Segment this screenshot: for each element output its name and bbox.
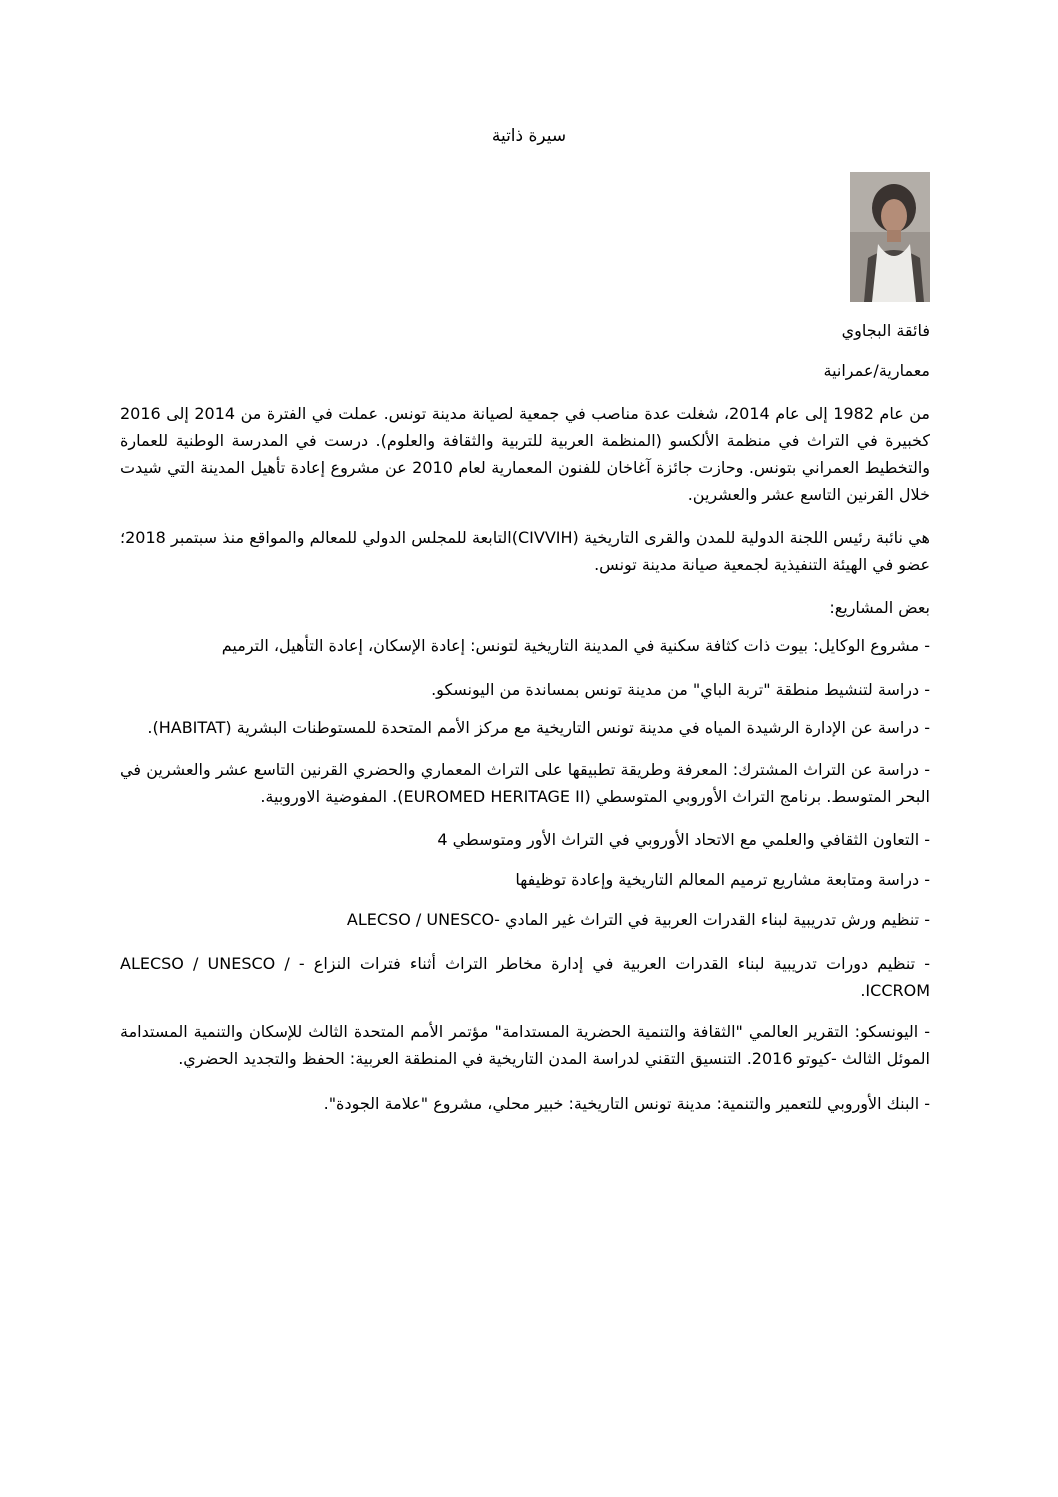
person-role: معمارية/عمرانية xyxy=(823,361,930,380)
bio-paragraph: من عام 1982 إلى عام 2014، شغلت عدة مناصب في جمعية لصيانة مدينة تونس. عملت في الفترة من 2014 إلى 2016 كخبيرة في التراث في منظمة الألكسو (المنظمة العربية للتربية والثقافة والعلوم). درست في المدرسة الوطنية للعمارة والتخطيط العمراني بتونس. وحازت جائزة آغاخان للفنون المعمارية لعام 2010 عن مشروع إعادة تأهيل المدينة التي شيدت خلال القرنين التاسع عشر والعشرين. xyxy=(120,404,930,504)
project-item: - اليونسكو: التقرير العالمي "الثقافة والتنمية الحضرية المستدامة" مؤتمر الأمم المتحدة الثالث للإسكان والتنمية المستدامة الموئل الثالث -كيوتو 2016. التنسيق التقني لدراسة المدن التاريخية في المنطقة العربية: الحفظ والتجديد الحضري. xyxy=(120,1022,930,1068)
document-title: سيرة ذاتية xyxy=(491,126,567,146)
projects-heading: بعض المشاريع: xyxy=(829,598,930,617)
position-paragraph: هي نائبة رئيس اللجنة الدولية للمدن والقرى التاريخية (CIVVIH)التابعة للمجلس الدولي للمعالم والمواقع منذ سبتمبر 2018؛ عضو في الهيئة التنفيذية لجمعية صيانة مدينة تونس. xyxy=(120,528,930,574)
project-item: - مشروع الوكايل: بيوت ذات كثافة سكنية في المدينة التاريخية لتونس: إعادة الإسكان، إعادة التأهيل، الترميم xyxy=(221,636,930,655)
profile-photo xyxy=(850,172,930,302)
project-item: - دراسة لتنشيط منطقة "تربة الباي" من مدينة تونس بمساندة من اليونسكو. xyxy=(431,680,930,699)
project-item: - البنك الأوروبي للتعمير والتنمية: مدينة تونس التاريخية: خبير محلي، مشروع "علامة الجودة". xyxy=(323,1094,930,1113)
project-item: - تنظيم دورات تدريبية لبناء القدرات العربية في إدارة مخاطر التراث أثناء فترات النزاع - ALECSO / UNESCO / ICCROM. xyxy=(120,954,931,1000)
project-item: - تنظيم ورش تدريبية لبناء القدرات العربية في التراث غير المادي -ALECSO / UNESCO xyxy=(346,910,930,929)
project-item: - دراسة عن الإدارة الرشيدة المياه في مدينة تونس التاريخية مع مركز الأمم المتحدة للمستوطنات البشرية (HABITAT). xyxy=(147,718,930,737)
project-item: - التعاون الثقافي والعلمي مع الاتحاد الأوروبي في التراث الأور ومتوسطي 4 xyxy=(437,830,930,849)
project-item: - دراسة عن التراث المشترك: المعرفة وطريقة تطبيقها على التراث المعماري والحضري القرنين التاسع عشر والعشرين في البحر المتوسط. برنامج التراث الأوروبي المتوسطي (EUROMED HERITAGE II). المفوضية الاوروبية. xyxy=(120,760,930,806)
project-item: - دراسة ومتابعة مشاريع ترميم المعالم التاريخية وإعادة توظيفها xyxy=(515,870,930,889)
person-name: فائقة البجاوي xyxy=(841,321,930,340)
